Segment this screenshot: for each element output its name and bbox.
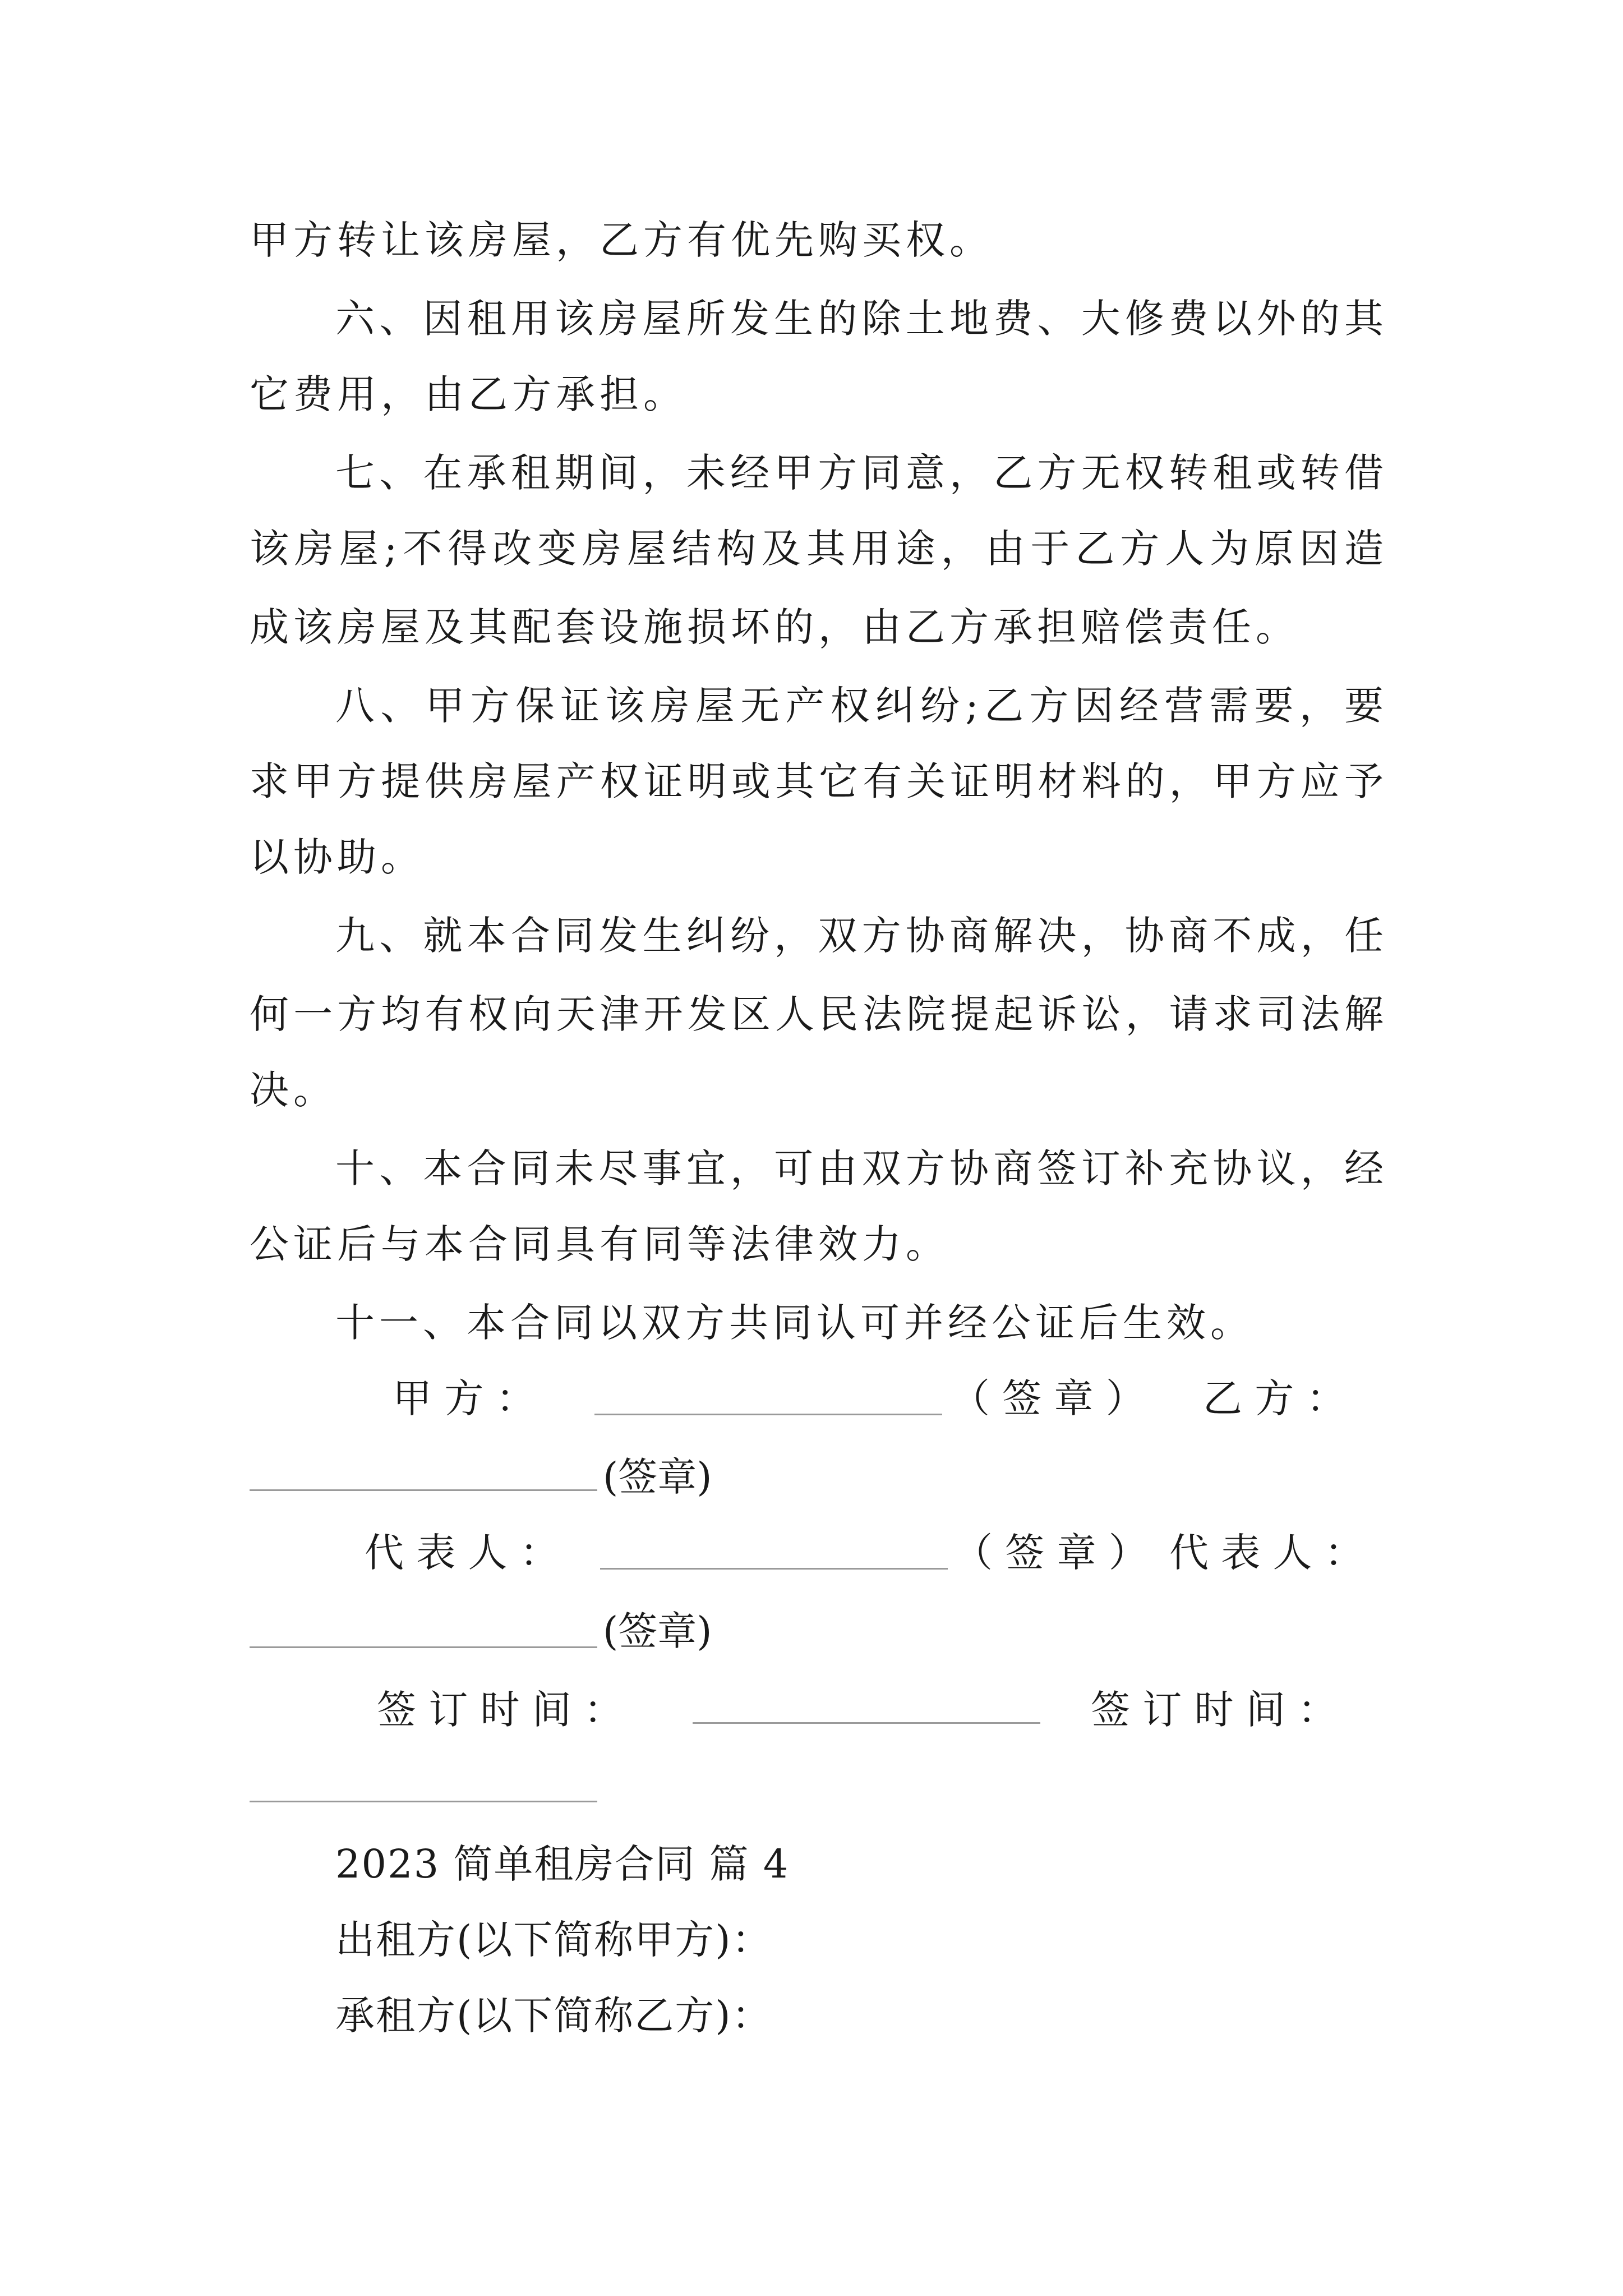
date-b-line <box>250 1801 597 1802</box>
lessee-line: 承租方(以下简称乙方)： <box>335 1993 772 2039</box>
date-label: 签 订 时 间 ： <box>1091 1687 1338 1733</box>
section-title: 2023 简单租房合同 篇 4 <box>335 1841 790 1887</box>
party-b-label: 乙 方 ： <box>1203 1375 1346 1421</box>
party-a-label: 甲 方 ： <box>393 1375 536 1421</box>
clause-eleven: 十一、本合同以双方共同认可并经公证后生效。 <box>335 1300 1254 1346</box>
seal-note: (签章) <box>603 1608 712 1654</box>
clause-eight: 八、甲方保证该房屋无产权纠纷;乙方因经营需要，要 <box>335 683 1388 729</box>
body-line: 该房屋;不得改变房屋结构及其用途，由于乙方人为原因造 <box>250 526 1388 572</box>
body-line: 成该房屋及其配套设施损坏的，由乙方承担赔偿责任。 <box>250 604 1299 650</box>
body-line: 以协助。 <box>250 834 425 880</box>
clause-nine: 九、就本合同发生纠纷，双方协商解决，协商不成，任 <box>335 913 1388 959</box>
body-line: 决。 <box>250 1067 337 1113</box>
body-line: 何一方均有权向天津开发区人民法院提起诉讼，请求司法解 <box>250 991 1388 1037</box>
clause-six: 六、因租用该房屋所发生的除土地费、大修费以外的其 <box>335 296 1388 342</box>
clause-seven: 七、在承租期间，未经甲方同意，乙方无权转租或转借 <box>335 450 1388 496</box>
seal-note: (签章) <box>603 1454 712 1500</box>
rep-label: 代 表 人 ： <box>365 1530 559 1576</box>
rep-a-signature-line <box>600 1568 948 1570</box>
body-line: 求甲方提供房屋产权证明或其它有关证明材料的，甲方应予 <box>250 758 1388 804</box>
seal-note: （ 签 章 ） <box>953 1530 1148 1576</box>
seal-note: （ 签 章 ） <box>951 1375 1145 1421</box>
body-line: 甲方转让该房屋，乙方有优先购买权。 <box>250 217 993 263</box>
body-line: 它费用，由乙方承担。 <box>250 371 687 417</box>
body-line: 公证后与本合同具有同等法律效力。 <box>250 1221 949 1267</box>
clause-ten: 十、本合同未尽事宜，可由双方协商签订补充协议，经 <box>335 1145 1388 1191</box>
party-a-signature-line <box>594 1414 942 1415</box>
rep-label: 代 表 人 ： <box>1169 1530 1364 1576</box>
rep-b-signature-line <box>250 1646 597 1648</box>
party-b-signature-line <box>250 1489 597 1491</box>
date-a-line <box>693 1722 1040 1724</box>
lessor-line: 出租方(以下简称甲方)： <box>335 1917 772 1963</box>
date-label: 签 订 时 间 ： <box>377 1687 624 1733</box>
